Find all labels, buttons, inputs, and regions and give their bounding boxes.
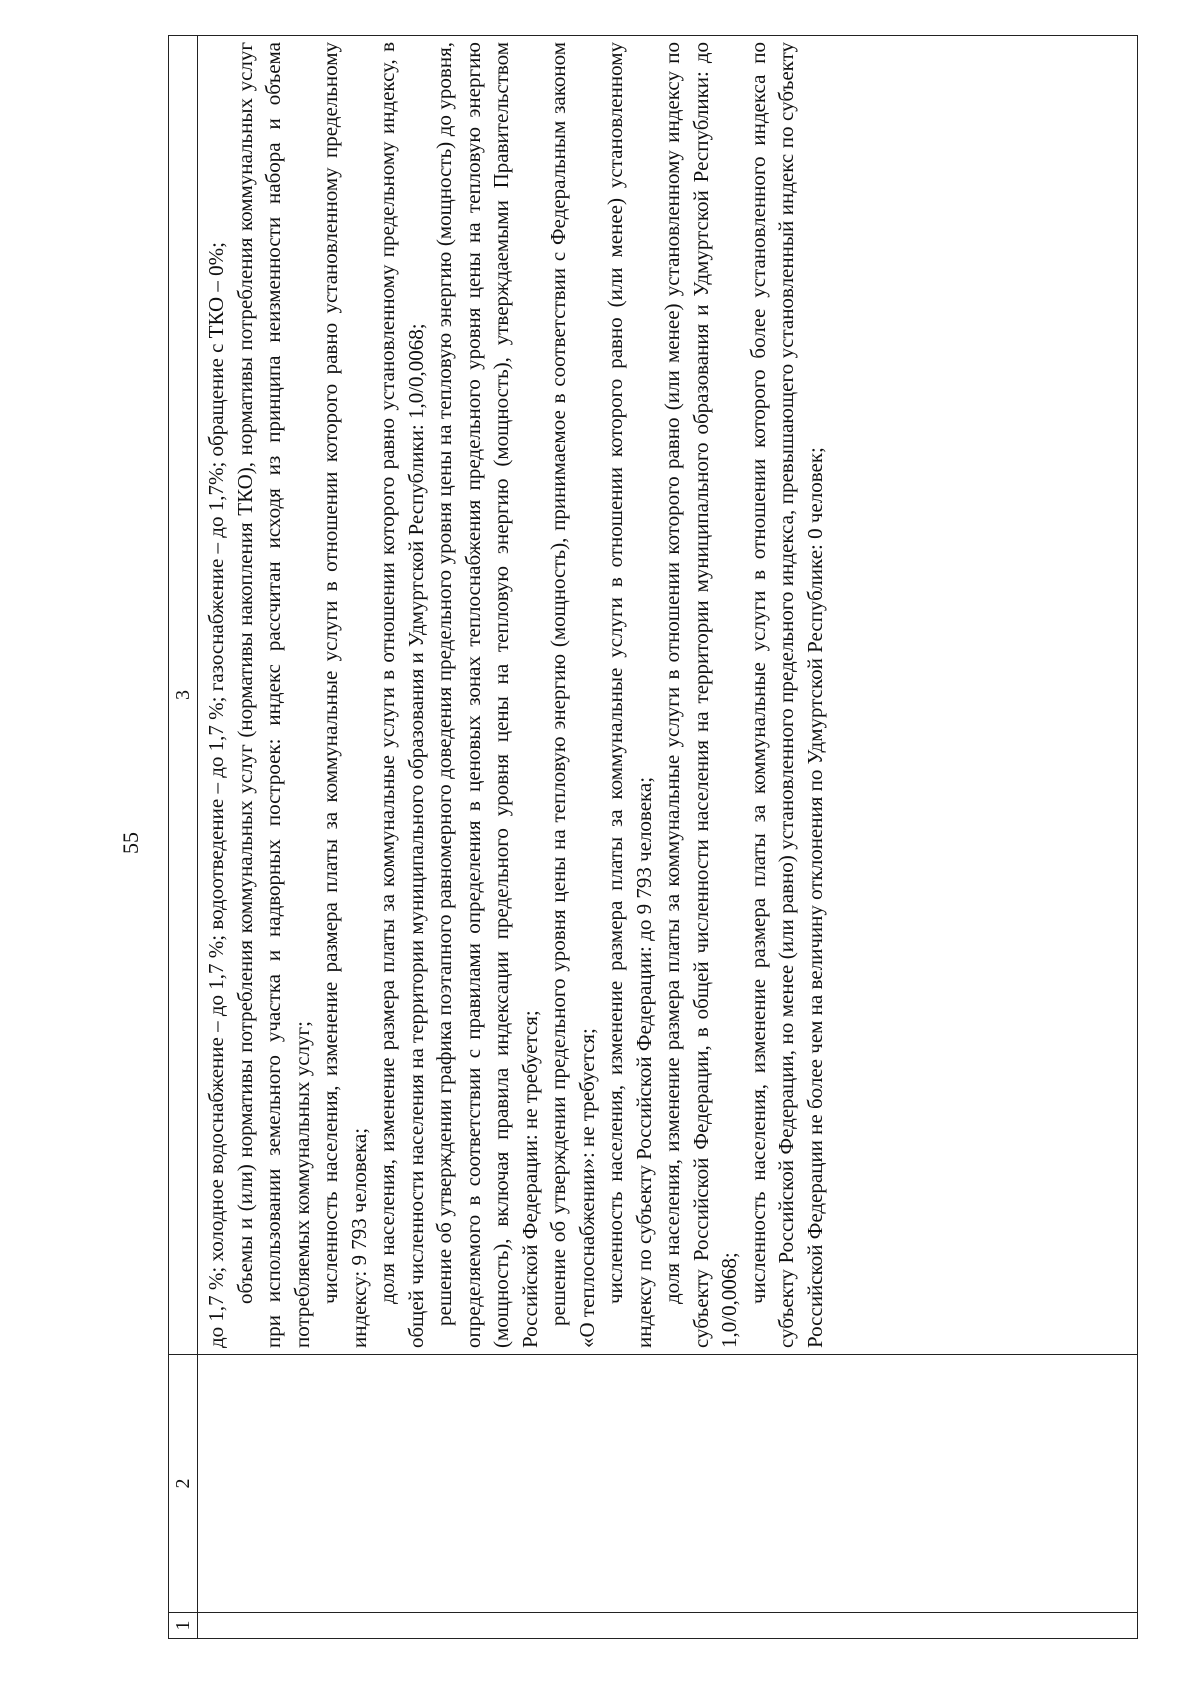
cell-col-2 xyxy=(198,1355,1138,1613)
paragraph-tariff-limits: до 1,7 %; холодное водоснабжение – до 1,7 %; водоотведение – до 1,7 %; газоснабжение – до 1,7%; обращение с ТКО – 0%; xyxy=(204,242,228,1348)
paragraph-consumption-norms: объемы и (или) нормативы потребления коммунальных услуг (нормативы накопления ТКО), нормативы потребления коммунальных услуг при использовании земельного участка и надворных построек: индекс рассчитан исходя из принципа неизменности набора и объема потребляемых коммунальных услуг; xyxy=(232,42,314,1348)
paragraph-population-le-index: численность населения, изменение размера платы за коммунальные услуги в отношении которого равно (или менее) установленному индексу по субъекту Российской Федерации: до 9 793 человека; xyxy=(603,42,656,1348)
paragraph-population-equal-index: численность населения, изменение размера платы за коммунальные услуги в отношении которого равно установленному предельному индексу: 9 793 человека; xyxy=(318,42,371,1348)
paragraph-heat-price-decision: решение об утверждении предельного уровня цены на тепловую энергию (мощность), принимаемое в соответствии с Федеральным законом «О теплоснабжении»: не требуется; xyxy=(546,42,599,1348)
paragraph-heat-price-schedule: решение об утверждении графика поэтапного равномерного доведения предельного уровня цены на тепловую энергию (мощность) до уровня, определяемого в соответствии с правилами определения в ценовых зонах теплоснабжения предельного уровня цены на тепловую энергию (мощность), включая правила индексации предельного уровня цены на тепловую энергию (мощность), утверждаемыми Правительством Российской Федерации: не требуется; xyxy=(432,42,542,1348)
column-header-1: 1 xyxy=(169,1613,198,1639)
table-header-row xyxy=(169,36,198,1639)
page-number: 55 xyxy=(118,832,143,854)
paragraph-population-above-index: численность населения, изменение размера платы за коммунальные услуги в отношении которого более установленного индекса по субъекту Российской Федерации, но менее (или равно) установленного предельного индекса, превышающего установленный индекс по субъекту Российской Федерации не более чем на величину отклонения по Удмуртской Республике: 0 человек; xyxy=(745,42,827,1348)
paragraph-share-equal-index: доля населения, изменение размера платы за коммунальные услуги в отношении которого равно установленному предельному индексу, в общей численности населения на территории муниципального образования и Удмуртской Республики: 1,0/0,0068; xyxy=(375,42,428,1348)
cell-col-3 xyxy=(198,36,1138,1355)
cell-col-1 xyxy=(198,1613,1138,1639)
table-row xyxy=(198,36,1138,1639)
paragraph-share-le-index: доля населения, изменение размера платы за коммунальные услуги в отношении которого равно (или менее) установленному индексу по субъекту Российской Федерации, в общей численности населения на территории муниципального образования и Удмуртской Республики: до 1,0/0,0068; xyxy=(660,42,741,1348)
column-header-3: 3 xyxy=(169,36,198,1355)
column-header-2: 2 xyxy=(169,1355,198,1613)
content-table xyxy=(168,35,1138,1639)
